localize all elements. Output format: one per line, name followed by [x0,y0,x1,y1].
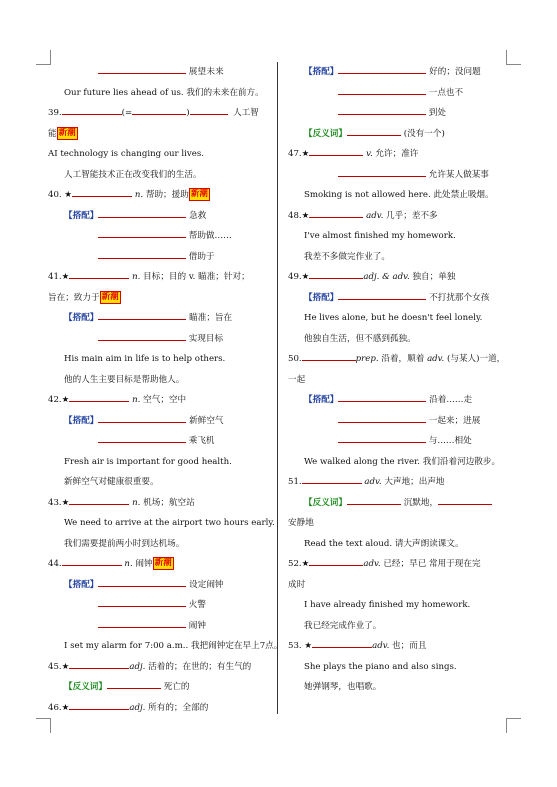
collocation-tag: 【搭配】 [304,292,339,303]
answer-blank[interactable] [347,495,401,505]
collocation-tag: 【搭配】 [64,313,99,323]
collocation-line: 【搭配】 沿着……走 [288,390,506,411]
answer-blank[interactable] [69,392,129,402]
entry-42: 42.★ n. 空气；空中 [48,390,270,411]
answer-blank[interactable] [62,105,122,115]
answer-blank[interactable] [302,474,362,484]
antonym-tag: 【反义词】 [304,128,347,139]
collocation-line: 一起来；进展 [288,411,506,432]
answer-blank[interactable] [338,290,426,300]
answer-blank[interactable] [302,351,356,361]
answer-blank[interactable] [98,228,186,238]
new-trend-badge: 新潮 [190,189,208,199]
antonym-line: 【反义词】 沉默地， [288,493,506,514]
entry-51: 51. adv. 大声地；出声地 [288,472,506,493]
example-sentence: She plays the piano and also sings. [304,661,457,672]
answer-blank[interactable] [107,679,161,689]
answer-blank[interactable] [98,618,186,628]
answer-blank[interactable] [338,433,426,443]
example-translation: 我差不多做完作业了。 [304,251,390,262]
collocation-line: 乘飞机 [48,431,270,452]
example-sentence: Smoking is not allowed here. 此处禁止吸烟。 [304,190,494,200]
answer-blank[interactable] [309,208,363,218]
answer-blank[interactable] [309,269,363,279]
antonym-line: 【反义词】 死亡的 [48,677,270,698]
example-sentence: I have already finished my homework. [304,600,471,610]
right-column [288,62,506,698]
entry-50: 50. prep. 沿着，顺着 adv. (与某人)一道， [288,349,506,370]
column-divider [277,62,278,714]
answer-blank[interactable] [98,331,186,341]
collocation-line: 实现目标 [48,329,270,350]
collocation-line: 【搭配】 不打扰那个女孩 [288,288,506,309]
answer-blank[interactable] [338,413,426,423]
answer-blank[interactable] [347,126,401,136]
example-sentence: Read the text aloud. 请大声朗读课文。 [304,538,464,549]
example-translation: 她弹钢琴，也唱歌。 [304,682,382,692]
antonym-tag: 【反义词】 [64,682,107,692]
answer-blank[interactable] [309,556,363,566]
entry-41: 41.★ n. 目标；目的 v. 瞄准；针对； [48,267,270,288]
example-sentence: AI technology is changing our lives. [48,149,204,159]
answer-blank[interactable] [338,392,426,402]
entry-39-cont: 能 新潮 [48,127,76,139]
crop-mark-bottom-left [36,718,51,733]
answer-blank[interactable] [69,659,129,669]
answer-blank[interactable] [338,105,426,115]
example-sentence: His main aim in life is to help others. [64,354,226,364]
example-sentence: I've almost finished my homework. [304,231,456,241]
example-translation: 新鲜空气对健康很重要。 [64,477,159,487]
entry-39: 39. (= ) 人工智 [48,103,270,124]
crop-mark-bottom-right [506,718,521,733]
collocation-line: 火警 [48,595,270,616]
answer-blank[interactable] [190,105,228,115]
answer-blank[interactable] [338,167,426,177]
answer-blank[interactable] [98,597,186,607]
answer-blank[interactable] [338,85,426,95]
antonym-line: 【反义词】 (没有一个) [288,124,506,145]
entry-line: 展望未来 [48,62,270,83]
entry-50-cont: 一起 [288,374,306,385]
new-trend-badge: 新潮 [101,291,119,302]
entry-51-cont: 安静地 [288,518,314,528]
answer-blank[interactable] [98,208,186,218]
entry-44: 44. n. 闹钟 新潮 [48,558,172,569]
collocation-line: 闹钟 [48,616,270,637]
collocation-line: 与……相处 [288,431,506,452]
answer-blank[interactable] [69,269,129,279]
new-trend-badge: 新潮 [154,558,172,568]
collocation-line: 一点也不 [288,83,506,104]
answer-blank[interactable] [312,638,372,648]
collocation-line: 【搭配】 好的；没问题 [288,62,506,83]
left-column [48,62,283,718]
entry-43: 43.★ n. 机场；航空站 [48,493,270,514]
collocation-line: 【搭配】 急救 [48,206,270,227]
crop-mark-top-right [506,50,521,65]
example-translation: 人工智能技术正在改变我们的生活。 [64,169,202,180]
example-translation: 我们需要提前两小时到达机场。 [64,538,185,549]
answer-blank[interactable] [132,105,186,115]
new-trend-badge: 新潮 [58,127,76,138]
example-sentence: Fresh air is important for good health. [64,456,232,467]
example-sentence: Our future lies ahead of us. 我们的未来在前方。 [64,87,264,98]
answer-blank[interactable] [69,700,129,710]
entry-52-cont: 成时 [288,579,306,590]
example-sentence: We need to arrive at the airport two hours early. [64,518,275,528]
example-sentence: We walked along the river. 我们沿着河边散步。 [304,456,501,467]
entry-46: 46.★ adj. 所有的；全部的 [48,698,270,719]
entry-53: 53. ★ adv. 也；而且 [288,636,506,657]
collocation-line: 允许某人做某事 [288,165,506,186]
answer-blank[interactable] [98,577,186,587]
answer-blank[interactable] [98,413,186,423]
entry-41-cont: 旨在；致力于 新潮 [48,291,119,303]
answer-blank[interactable] [98,433,186,443]
collocation-line: 【搭配】 新鲜空气 [48,411,270,432]
entry-45: 45.★ adj. 活着的；在世的；有生气的 [48,657,270,678]
collocation-tag: 【搭配】 [64,579,99,590]
collocation-tag: 【搭配】 [304,395,339,405]
answer-blank[interactable] [98,64,186,74]
collocation-tag: 【搭配】 [304,67,339,77]
answer-blank[interactable] [309,146,363,156]
example-sentence: I set my alarm for 7:00 a.m.. 我把闹钟定在早上7点。 [64,641,283,651]
entry-40: 40. ★ n. 帮助；援助 新潮 [48,189,208,200]
answer-blank[interactable] [438,495,492,505]
collocation-line: 帮助做…… [48,226,270,247]
example-sentence: He lives alone, but he doesn't feel lonely. [304,313,483,323]
collocation-line: 【搭配】 设定闹钟 [48,575,270,596]
collocation-tag: 【搭配】 [64,210,99,221]
answer-blank[interactable] [72,187,132,197]
answer-blank[interactable] [98,310,186,320]
entry-52: 52.★ adv. 已经；早已 常用于现在完 [288,554,506,575]
example-translation: 他独自生活，但不感到孤独。 [304,333,416,344]
collocation-line: 到处 [288,103,506,124]
antonym-tag: 【反义词】 [304,497,347,508]
collocation-tag: 【搭配】 [64,415,99,426]
collocation-line: 借助于 [48,247,270,268]
answer-blank[interactable] [62,556,122,566]
example-translation: 我已经完成作业了。 [304,620,382,631]
entry-49: 49.★ adj. & adv. 独自；单独 [288,267,506,288]
entry-47: 47.★ v. 允许；准许 [288,144,506,165]
answer-blank[interactable] [98,249,186,259]
entry-48: 48.★ adv. 几乎；差不多 [288,206,506,227]
answer-blank[interactable] [338,64,426,74]
answer-blank[interactable] [69,495,129,505]
example-translation: 他的人生主要目标是帮助他人。 [64,374,185,385]
collocation-line: 【搭配】 瞄准；旨在 [48,308,270,329]
